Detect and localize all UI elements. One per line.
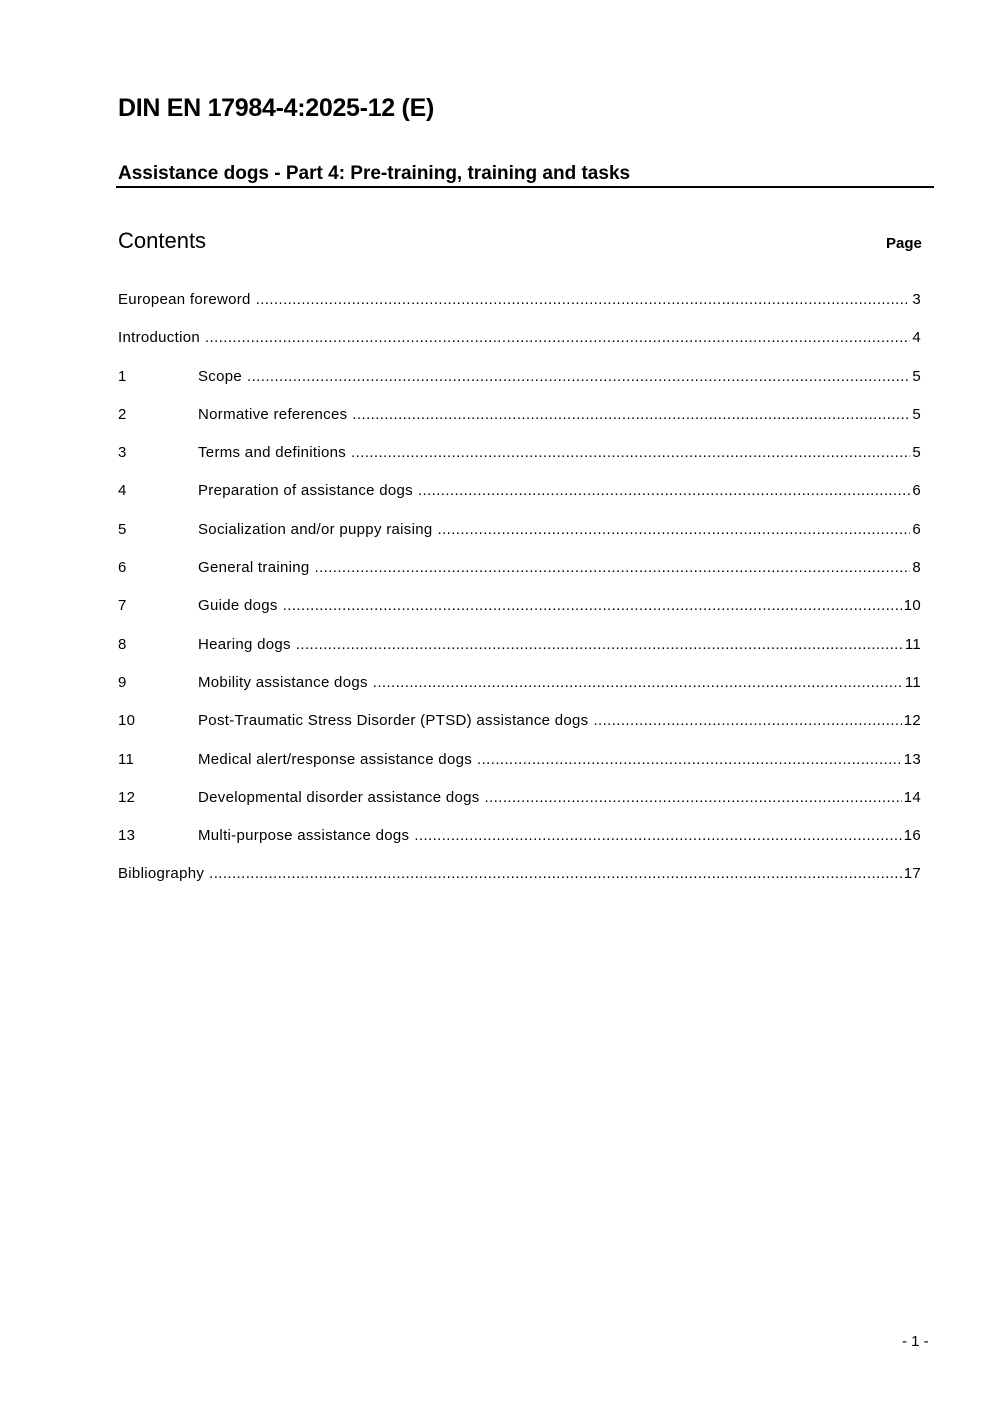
toc-entry-number: 5 (118, 520, 127, 538)
toc-entry-title: General training (198, 559, 310, 577)
toc-entry-11[interactable] (118, 751, 921, 789)
toc-entry-page: 11 (904, 635, 921, 653)
toc-entry-number: 9 (118, 673, 127, 691)
toc-entry-page: 3 (912, 291, 921, 308)
toc-entry-number: 13 (118, 827, 136, 845)
page-number: - 1 - (902, 1333, 929, 1350)
toc-dot-leader (418, 482, 910, 499)
toc-dot-leader (351, 444, 910, 461)
toc-entry-page: 13 (903, 750, 921, 768)
toc-dot-leader (256, 291, 911, 308)
toc-entry-3[interactable] (118, 444, 921, 482)
toc-dot-leader (593, 712, 901, 729)
toc-entry-number: 12 (118, 788, 136, 806)
toc-entry-page: 16 (903, 827, 921, 845)
toc-entry-title: European foreword (118, 291, 251, 308)
toc-entry-page: 12 (903, 712, 921, 730)
toc-entry-page: 5 (912, 367, 921, 385)
toc-entry-number: 6 (118, 559, 127, 577)
toc-entry-number: 2 (118, 405, 127, 423)
toc-entry-page: 11 (904, 673, 921, 691)
toc-entry-page: 5 (912, 444, 921, 462)
toc-entry-number: 8 (118, 635, 127, 653)
table-of-contents (118, 291, 921, 904)
toc-entry-number: 11 (118, 750, 135, 768)
toc-dot-leader (209, 865, 902, 882)
toc-entry-title: Socialization and/or puppy raising (198, 520, 433, 538)
toc-entry-page: 14 (903, 788, 921, 806)
toc-entry-page: 5 (912, 405, 921, 423)
toc-entry-title: Terms and definitions (198, 444, 347, 462)
toc-dot-leader (247, 368, 910, 385)
document-title: Assistance dogs - Part 4: Pre-training, training and tasks (118, 163, 631, 184)
toc-entry-title: Medical alert/response assistance dogs (198, 750, 473, 768)
toc-entry-page: 8 (912, 559, 921, 577)
toc-entry-8[interactable] (118, 636, 921, 674)
toc-entry-title: Mobility assistance dogs (198, 673, 368, 691)
toc-dot-leader (352, 406, 910, 423)
toc-dot-leader (296, 636, 903, 653)
toc-entry-title: Developmental disorder assistance dogs (198, 788, 480, 806)
toc-entry-title: Hearing dogs (198, 635, 291, 653)
toc-entry-13[interactable] (118, 827, 921, 865)
toc-entry-number: 3 (118, 444, 127, 462)
document-identifier: DIN EN 17984-4:2025-12 (E) (118, 94, 434, 122)
toc-entry-bibliography[interactable] (118, 865, 921, 903)
toc-entry-number: 1 (118, 367, 127, 385)
toc-entry-foreword[interactable] (118, 291, 921, 329)
toc-entry-1[interactable] (118, 368, 921, 406)
toc-entry-title: Scope (198, 367, 243, 385)
toc-dot-leader (315, 559, 911, 576)
toc-entry-page: 4 (912, 329, 921, 347)
toc-dot-leader (477, 751, 902, 768)
toc-entry-number: 4 (118, 482, 127, 500)
toc-entry-introduction[interactable] (118, 329, 921, 367)
toc-entry-9[interactable] (118, 674, 921, 712)
toc-entry-title: Preparation of assistance dogs (198, 482, 413, 500)
toc-entry-title: Multi-purpose assistance dogs (198, 827, 410, 845)
toc-dot-leader (414, 827, 901, 844)
toc-dot-leader (205, 329, 910, 346)
toc-entry-title: Guide dogs (198, 597, 278, 615)
toc-entry-7[interactable] (118, 597, 921, 635)
toc-entry-5[interactable] (118, 521, 921, 559)
page-column-heading: Page (886, 235, 922, 252)
toc-entry-page: 10 (903, 597, 921, 615)
toc-entry-4[interactable] (118, 482, 921, 520)
toc-entry-number: 10 (118, 712, 136, 730)
toc-entry-10[interactable] (118, 712, 921, 750)
contents-heading: Contents (118, 228, 207, 253)
toc-entry-page: 6 (912, 520, 921, 538)
toc-entry-page: 17 (903, 865, 921, 883)
toc-entry-title: Introduction (118, 329, 200, 347)
toc-entry-number: 7 (118, 597, 127, 615)
toc-dot-leader (283, 597, 902, 614)
toc-entry-title: Bibliography (118, 865, 205, 883)
toc-entry-2[interactable] (118, 406, 921, 444)
toc-dot-leader (373, 674, 903, 691)
toc-dot-leader (485, 789, 902, 806)
toc-entry-title: Normative references (198, 405, 348, 423)
toc-entry-title: Post-Traumatic Stress Disorder (PTSD) assistance dogs (198, 712, 589, 730)
title-underline (116, 186, 934, 188)
toc-dot-leader (438, 521, 911, 538)
toc-entry-12[interactable] (118, 789, 921, 827)
toc-entry-6[interactable] (118, 559, 921, 597)
toc-entry-page: 6 (912, 482, 921, 500)
